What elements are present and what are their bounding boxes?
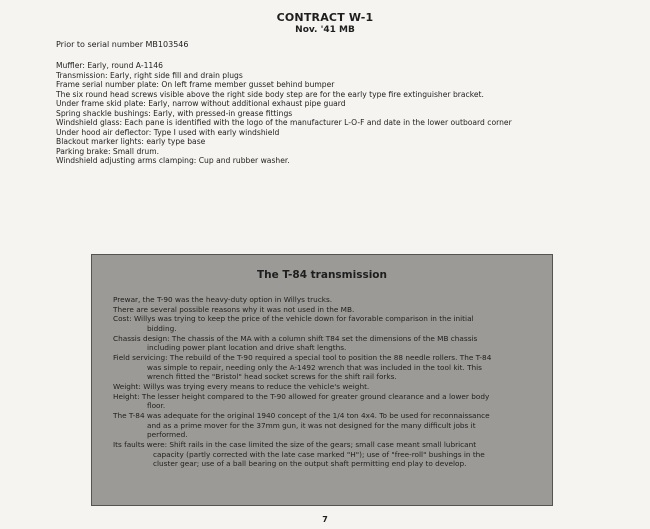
spec-list: [56, 61, 616, 166]
box-line: Prewar, the T-90 was the heavy-duty option in Willys trucks.: [113, 295, 333, 304]
contract-date: Nov. '41 MB: [295, 25, 355, 35]
spec-line: Windshield adjusting arms clamping: Cup and rubber washer.: [56, 156, 290, 166]
box-line: Its faults were: Shift rails in the case limited the size of the gears; small case meant small lubricant: [113, 439, 477, 449]
box-line: Chassis design: The chassis of the MA with a column shift T84 set the dimensions of the MB chassis: [113, 333, 478, 343]
box-line: cluster gear; use of a ball bearing on the output shaft permitting end play to develop.: [153, 459, 467, 469]
sidebar-box-t84: [91, 254, 553, 506]
serial-note: Prior to serial number MB103546: [56, 40, 189, 49]
spec-line: Blackout marker lights: early type base: [56, 137, 206, 147]
spec-line: Frame serial number plate: On left frame member gusset behind bumper: [56, 80, 335, 90]
box-line: Height: The lesser height compared to the T-90 allowed for greater ground clearance and a lower body: [113, 391, 490, 401]
box-line: floor.: [147, 401, 166, 411]
box-line: wrench fitted the "Bristol" head socket screws for the shift rail forks.: [147, 372, 397, 382]
spec-line: Windshield glass: Each pane is identified with the logo of the manufacturer L-O-F and date in the lower outboard corner: [56, 118, 512, 128]
box-line: bidding.: [147, 323, 177, 333]
spec-line: Under frame skid plate: Early, narrow without additional exhaust pipe guard: [56, 99, 346, 109]
box-line: Weight: Willys was trying every means to reduce the vehicle's weight.: [113, 381, 370, 391]
box-line: and as a prime mover for the 37mm gun, it was not designed for the many difficult jobs it: [147, 420, 476, 430]
spec-line: Parking brake: Small drum.: [56, 146, 160, 156]
box-line: performed.: [147, 430, 188, 440]
box-line: Cost: Willys was trying to keep the price of the vehicle down for favorable comparison in the initial: [113, 314, 474, 324]
spec-line: Spring shackle bushings: Early, with pressed-in grease fittings: [56, 108, 293, 118]
box-body: [113, 295, 538, 469]
spec-line: Under hood air deflector: Type I used with early windshield: [56, 127, 280, 137]
box-line: capacity (partly corrected with the late case marked "H"); use of "free-roll" bushings in the: [153, 449, 485, 459]
box-title: The T-84 transmission: [257, 269, 387, 281]
spec-line: The six round head screws visible above the right side body step are for the early type fire extinguisher bracket.: [56, 89, 484, 99]
spec-line: Muffler: Early, round A-1146: [56, 61, 163, 70]
page-number: 7: [322, 515, 328, 524]
box-line: There are several possible reasons why it was not used in the MB.: [113, 304, 355, 314]
box-line: Field servicing: The rebuild of the T-90 required a special tool to position the 88 needle rollers. The T-84: [113, 352, 492, 362]
box-line: including power plant location and drive shaft lengths.: [147, 343, 347, 353]
box-line: The T-84 was adequate for the original 1940 concept of the 1/4 ton 4x4. To be used for reconnaissance: [113, 410, 490, 420]
contract-title: CONTRACT W-1: [276, 11, 374, 24]
spec-line: Transmission: Early, right side fill and drain plugs: [56, 70, 243, 80]
box-line: was simple to repair, needing only the A-1492 wrench that was included in the tool kit. This: [147, 362, 482, 372]
